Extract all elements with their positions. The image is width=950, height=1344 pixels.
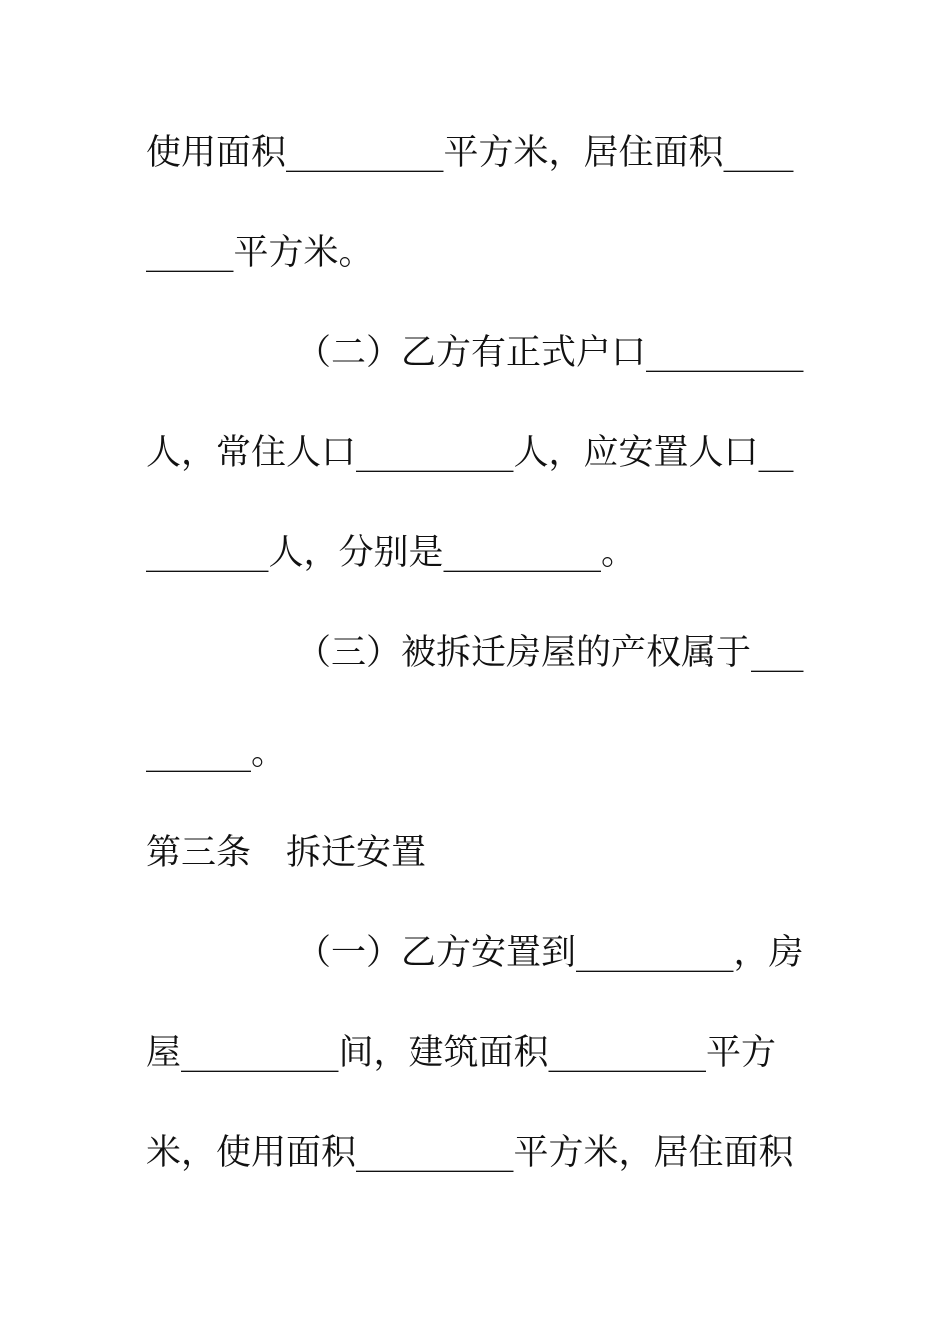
body-text-line: _____平方米。 xyxy=(146,233,374,273)
clause-1-heading: （一）乙方安置到_________，房 xyxy=(296,933,804,973)
body-text-line: 米，使用面积_________平方米，居住面积 xyxy=(146,1133,794,1173)
body-text-line: 人，常住人口_________人，应安置人口__ xyxy=(146,433,794,473)
body-text-line: ______。 xyxy=(146,733,287,773)
clause-2-heading: （二）乙方有正式户口_________ xyxy=(296,333,804,373)
clause-3-heading: （三）被拆迁房屋的产权属于___ xyxy=(296,633,804,673)
body-text-line: _______人，分别是_________。 xyxy=(146,533,637,573)
article-3-title: 第三条 拆迁安置 xyxy=(146,833,427,873)
body-text-line: 屋_________间，建筑面积_________平方 xyxy=(146,1033,777,1073)
body-text-line: 使用面积_________平方米，居住面积____ xyxy=(146,133,794,173)
